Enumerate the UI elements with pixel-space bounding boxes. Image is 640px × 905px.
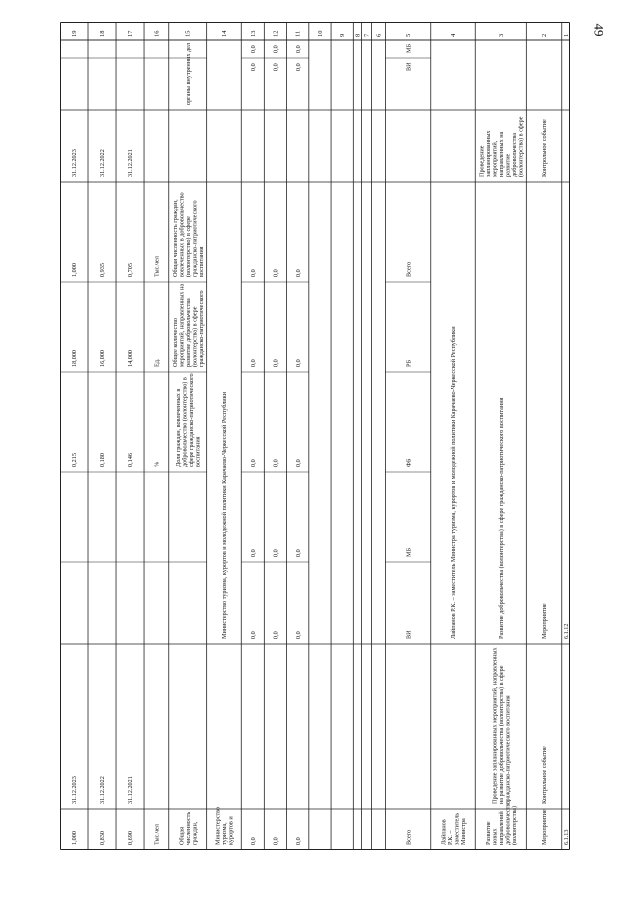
cell-c2: Мероприятие [541,603,549,639]
column-number: 8 [354,33,362,37]
cell-c19: 31.12.2023 [71,776,79,804]
column-number: 17 [127,30,135,37]
subcell-c11: 0,0 [294,837,302,845]
cell-c1: 6.1.12 [563,623,570,639]
document-table [60,22,570,855]
subcell-c12: 0,0 [272,269,280,277]
cell-c17: 31.12.2021 [127,776,135,804]
column-number: 14 [220,30,228,37]
subcell-c11: 0,0 [294,63,302,71]
column-number: 9 [339,33,347,37]
subcell-c18: 16,000 [99,349,107,367]
column-number: 12 [272,30,280,37]
subcell-c16: Ед. [153,358,161,367]
subcell-c15: Общее количествомероприятий, направленных наразвитие добровольчества(волонтерства) в сферегражданско-патриотического [171,283,205,367]
subcell-c15: Общая численность граждан,вовлеченных в добровольчество(волонтерство) в сферегражданско-патриотическоговоспитания [171,192,205,277]
subcell-c13: 0,0 [249,63,257,71]
subcell-c11: 0,0 [294,631,302,639]
subcell-c18: 0,180 [99,453,107,467]
cell-c2: Контрольное событие [541,746,549,804]
subcell-c11: 0,0 [294,459,302,467]
column-number: 4 [450,33,458,37]
column-number: 7 [363,33,371,37]
column-number: 13 [249,30,257,37]
subcell-c17: 14,000 [127,349,135,367]
column-number: 10 [316,30,324,37]
subcell-c13: 0,0 [249,549,257,557]
column-number: 1 [562,33,570,37]
subcell-c19: 1,000 [71,831,79,845]
subcell-c16: Тыс.чел [153,824,161,845]
subcell-c13: 0,0 [249,269,257,277]
cell-c14: Министерствотуризма,курортов и [214,806,235,845]
cell-c4: ЛайпановР.К. –заместительМинистра [440,812,467,845]
cell-c15: Общаячисленностьграждан, [178,811,199,845]
subcell-c5: РБ [405,360,413,367]
subcell-c12: 0,0 [272,359,280,367]
subcell-c15: Доля граждан, вовлеченных вдобровольчество (волонтерство) всфере гражданско-патриотическоговоспитания [175,373,202,467]
subcell-c18: 0,935 [99,263,107,277]
page-number: 49 [591,23,607,37]
subcell-c5: ВИ [405,630,413,639]
cell-c3: Проведение запланированных мероприятий, направленныхна развитие добровольчества (волонтерства) в сферегражданско-патриотического воспитания [491,647,512,804]
cell-c19: 31.12.2023 [71,149,79,177]
cell-c18: 31.12.2022 [99,776,107,804]
column-number: 6 [375,33,383,37]
subcell-c13: 0,0 [249,459,257,467]
subcell-c13: 0,0 [249,45,257,53]
subcell-c5: Всего [405,261,413,277]
cell-c3: Проведениезапланированныхмероприятий,направленных наразвитиедобровольчества(волонтерства) в сфере [478,116,525,177]
subcell-c12: 0,0 [272,837,280,845]
subcell-c18: 0,830 [99,831,107,845]
cell-c3: Развитиеновыхнаправленийдобровольчества(волонтерства) [484,801,518,845]
cell-c15: органы внутренних дел [184,43,192,105]
cell-c17: 31.12.2021 [127,149,135,177]
cell-c14: Министерство туризма, курортов и молодежной политики Карачаево-Черкесской Республики [221,392,229,639]
subcell-c13: 0,0 [249,359,257,367]
subcell-c11: 0,0 [294,359,302,367]
cell-c2: Мероприятие [541,809,549,845]
subcell-c13: 0,0 [249,631,257,639]
subcell-c12: 0,0 [272,549,280,557]
subcell-c17: 0,146 [127,453,135,467]
cell-c3: Развитие добровольчества (волонтерства) в сфере гражданско-патриотического воспитания [497,397,505,639]
column-number: 3 [497,33,505,37]
subcell-c16: % [153,461,161,467]
column-number: 15 [184,30,192,37]
subcell-c11: 0,0 [294,269,302,277]
subcell-c11: 0,0 [294,45,302,53]
cell-c2: Контрольное событие [541,119,549,177]
subcell-c11: 0,0 [294,549,302,557]
subcell-c13: 0,0 [249,837,257,845]
cell-c18: 31.12.2022 [99,149,107,177]
column-number: 18 [99,30,107,37]
subcell-c5: Всего [405,829,413,845]
subcell-c16: Тыс.чел [153,256,161,277]
subcell-c5: МБ [405,547,413,557]
subcell-c12: 0,0 [272,63,280,71]
column-number: 2 [541,33,549,37]
column-number: 16 [153,30,161,37]
subcell-c5: МБ [405,43,413,53]
column-number: 5 [405,33,413,37]
table-grid [60,22,570,850]
subcell-c17: 0,705 [127,263,135,277]
column-number: 19 [71,30,79,37]
subcell-c19: 0,215 [71,453,79,467]
subcell-c5: ВИ [405,62,413,71]
subcell-c12: 0,0 [272,45,280,53]
subcell-c12: 0,0 [272,631,280,639]
column-number: 11 [294,30,302,37]
subcell-c19: 1,000 [71,263,79,277]
subcell-c5: ФБ [405,458,413,467]
subcell-c12: 0,0 [272,459,280,467]
subcell-c17: 0,690 [127,831,135,845]
subcell-c19: 18,000 [71,349,79,367]
cell-c4: Лайпанов Р.К. – заместитель Министра туризма, курортов и молодежной политики Карачаево-Черкесской Республики [450,326,458,639]
cell-c1: 6.1.13 [563,829,570,845]
